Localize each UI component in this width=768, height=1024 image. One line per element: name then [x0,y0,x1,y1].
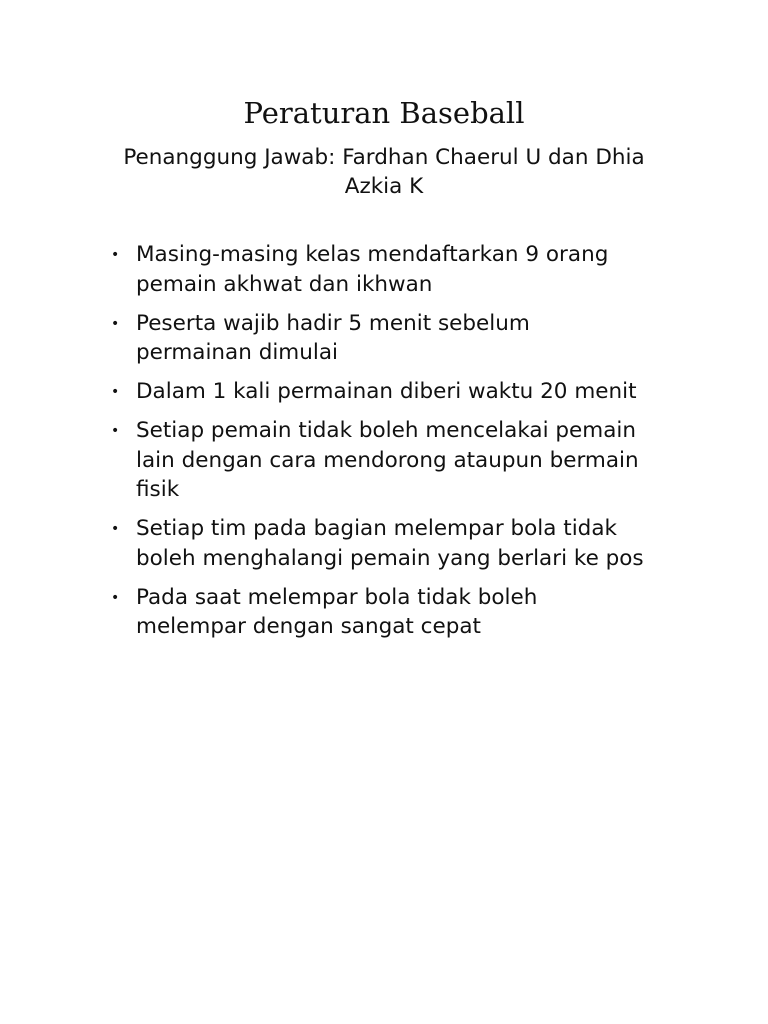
document-subtitle [100,143,668,201]
subtitle-line: Azkia K [344,174,424,199]
subtitle-line: Penanggung Jawab: Fardhan Chaerul U dan Dhia [123,145,645,170]
rule-text-line: permainan dimulai [136,340,339,365]
rule-item [108,416,708,505]
rule-text-line: pemain akhwat dan ikhwan [136,271,433,297]
rule-item [108,309,708,368]
rule-text-line: melempar dengan sangat cepat [136,614,481,639]
rule-text-line: Setiap pemain tidak boleh mencelakai pemain [136,418,636,443]
rule-text-line: Masing-masing kelas mendaftarkan 9 orang [136,242,609,267]
rule-item [108,583,708,642]
rule-item [108,514,708,573]
rules-list [108,240,708,651]
rule-item [108,377,708,407]
bullet-icon: • [111,315,120,332]
bullet-icon: • [111,589,120,606]
rule-text-line: Dalam 1 kali permainan diberi waktu 20 menit [136,379,637,404]
bullet-icon: • [111,423,120,439]
rule-text-line: boleh menghalangi pemain yang berlari ke pos [136,545,644,571]
rule-text-line: Pada saat melempar bola tidak boleh [136,584,538,610]
rule-text-line: Setiap tim pada bagian melempar bola tidak [136,516,617,541]
rule-text-line: lain dengan cara mendorong ataupun bermain [136,447,639,473]
bullet-icon: • [111,247,120,263]
rule-text-line: fisik [136,477,180,502]
document-title: Peraturan Baseball [243,96,525,130]
rule-item [108,240,708,299]
bullet-icon: • [111,521,120,537]
bullet-icon: • [111,384,120,400]
rule-text-line: Peserta wajib hadir 5 menit sebelum [136,310,530,336]
